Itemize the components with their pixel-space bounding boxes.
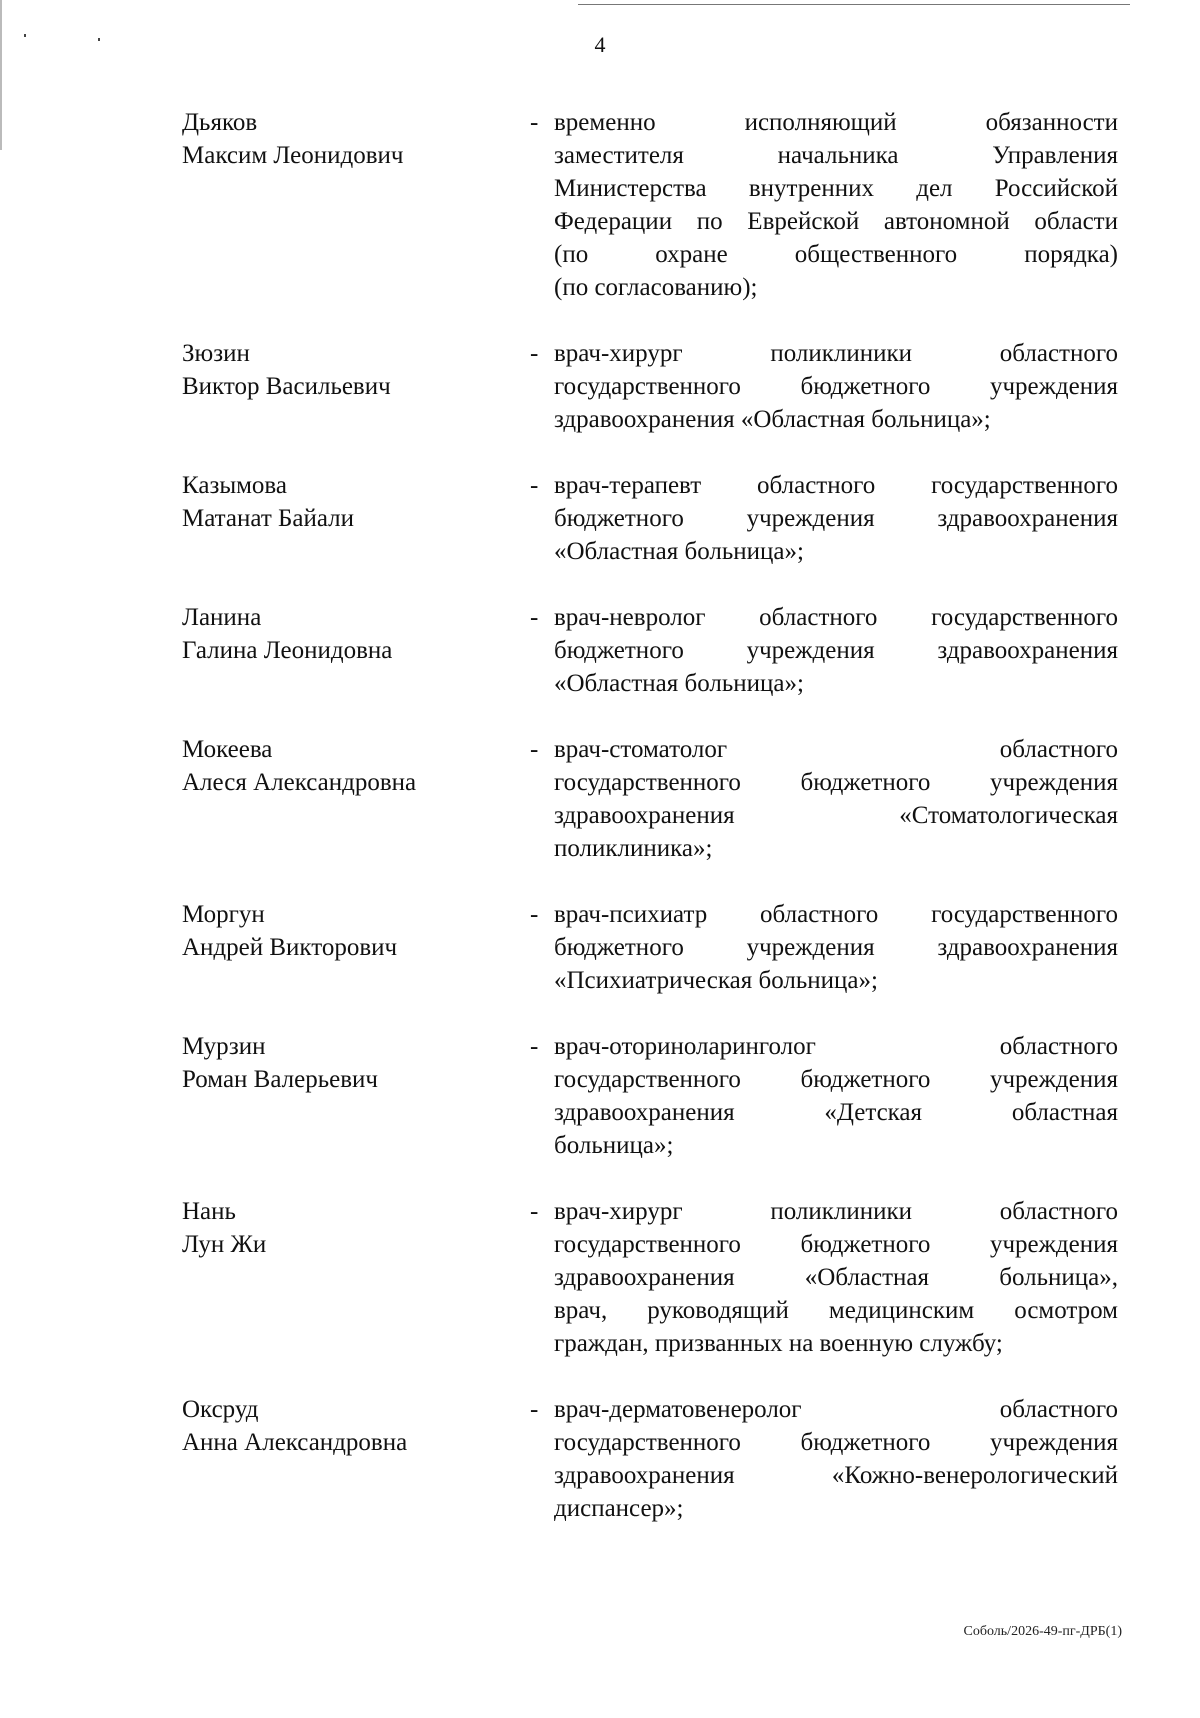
member-name <box>182 1195 530 1261</box>
position-line: бюджетного учреждения здравоохранения <box>554 637 1118 664</box>
entry-dash: - <box>530 472 539 499</box>
member-position <box>554 733 1118 865</box>
position-line: Федерации по Еврейской автономной области <box>554 208 1118 235</box>
member-name <box>182 601 530 667</box>
member-position <box>554 1393 1118 1525</box>
member-entry <box>182 1030 1118 1162</box>
page-number: 4 <box>594 32 606 57</box>
member-surname: Зюзин <box>182 340 250 367</box>
position-line: здравоохранения «Областная больница», <box>554 1264 1118 1291</box>
position-line: государственного бюджетного учреждения <box>554 1231 1118 1258</box>
member-surname: Дьяков <box>182 109 258 136</box>
member-entry <box>182 106 1118 304</box>
position-line: государственного бюджетного учреждения <box>554 373 1118 400</box>
position-line: здравоохранения «Стоматологическая <box>554 802 1118 829</box>
entry-dash: - <box>530 1396 539 1423</box>
member-surname: Моргун <box>182 901 265 928</box>
position-line: бюджетного учреждения здравоохранения <box>554 505 1118 532</box>
position-line: врач-хирург поликлиники областного <box>554 340 1118 367</box>
member-surname: Нань <box>182 1198 236 1225</box>
position-line: «Областная больница»; <box>554 670 804 697</box>
member-surname: Оксруд <box>182 1396 259 1423</box>
position-line: Министерства внутренних дел Российской <box>554 175 1118 202</box>
member-entry <box>182 898 1118 997</box>
position-line: бюджетного учреждения здравоохранения <box>554 934 1118 961</box>
position-line: врач-психиатр областного государственного <box>554 901 1118 928</box>
entry-dash: - <box>530 1033 539 1060</box>
entry-dash: - <box>530 1198 539 1225</box>
position-line: здравоохранения «Областная больница»; <box>554 406 991 433</box>
top-rule <box>578 4 1130 5</box>
entry-dash: - <box>530 736 539 763</box>
member-position <box>554 1195 1118 1360</box>
position-line: граждан, призванных на военную службу; <box>554 1330 1003 1357</box>
position-line: (по согласованию); <box>554 274 758 301</box>
position-line: врач-дерматовенеролог областного <box>554 1396 1118 1423</box>
member-entry <box>182 1393 1118 1525</box>
member-position <box>554 898 1118 997</box>
member-entry <box>182 1195 1118 1360</box>
position-line: здравоохранения «Кожно-венерологический <box>554 1462 1118 1489</box>
member-name <box>182 1393 530 1459</box>
member-name <box>182 337 530 403</box>
member-entry <box>182 733 1118 865</box>
member-position <box>554 469 1118 568</box>
position-line: «Областная больница»; <box>554 538 804 565</box>
member-position <box>554 337 1118 436</box>
member-position <box>554 1030 1118 1162</box>
member-entry <box>182 469 1118 568</box>
member-position <box>554 601 1118 700</box>
member-given-names: Анна Александровна <box>182 1429 408 1456</box>
position-line: врач-терапевт областного государственного <box>554 472 1118 499</box>
member-given-names: Алеся Александровна <box>182 769 417 796</box>
member-surname: Казымова <box>182 472 288 499</box>
position-line: государственного бюджетного учреждения <box>554 1429 1118 1456</box>
position-line: поликлиника»; <box>554 835 713 862</box>
position-line: врач-невролог областного государственного <box>554 604 1118 631</box>
member-list <box>182 106 1118 1558</box>
member-given-names: Лун Жи <box>182 1231 267 1258</box>
member-name <box>182 1030 530 1096</box>
position-line: (по охране общественного порядка) <box>554 241 1118 268</box>
member-given-names: Роман Валерьевич <box>182 1066 378 1093</box>
position-line: врач, руководящий медицинским осмотром <box>554 1297 1118 1324</box>
position-line: заместителя начальника Управления <box>554 142 1118 169</box>
entry-dash: - <box>530 109 539 136</box>
position-line: врач-хирург поликлиники областного <box>554 1198 1118 1225</box>
position-line: государственного бюджетного учреждения <box>554 1066 1118 1093</box>
position-line: «Психиатрическая больница»; <box>554 967 878 994</box>
position-line: диспансер»; <box>554 1495 684 1522</box>
member-name <box>182 733 530 799</box>
document-code: Соболь/2026-49-пг-ДРБ(1) <box>963 1624 1122 1639</box>
position-line: врач-стоматолог областного <box>554 736 1118 763</box>
member-given-names: Виктор Васильевич <box>182 373 391 400</box>
member-name <box>182 469 530 535</box>
entry-dash: - <box>530 604 539 631</box>
entry-dash: - <box>530 901 539 928</box>
position-line: больница»; <box>554 1132 674 1159</box>
member-position <box>554 106 1118 304</box>
entry-dash: - <box>530 340 539 367</box>
member-entry <box>182 337 1118 436</box>
member-given-names: Андрей Викторович <box>182 934 398 961</box>
position-line: временно исполняющий обязанности <box>554 109 1118 136</box>
member-surname: Ланина <box>182 604 262 631</box>
member-surname: Мокеева <box>182 736 273 763</box>
member-entry <box>182 601 1118 700</box>
member-name <box>182 898 530 964</box>
scan-left-edge <box>0 0 2 150</box>
position-line: государственного бюджетного учреждения <box>554 769 1118 796</box>
member-given-names: Галина Леонидовна <box>182 637 393 664</box>
member-given-names: Матанат Байали <box>182 505 355 532</box>
member-name <box>182 106 530 172</box>
member-given-names: Максим Леонидович <box>182 142 404 169</box>
position-line: врач-оториноларинголог областного <box>554 1033 1118 1060</box>
position-line: здравоохранения «Детская областная <box>554 1099 1118 1126</box>
member-surname: Мурзин <box>182 1033 266 1060</box>
